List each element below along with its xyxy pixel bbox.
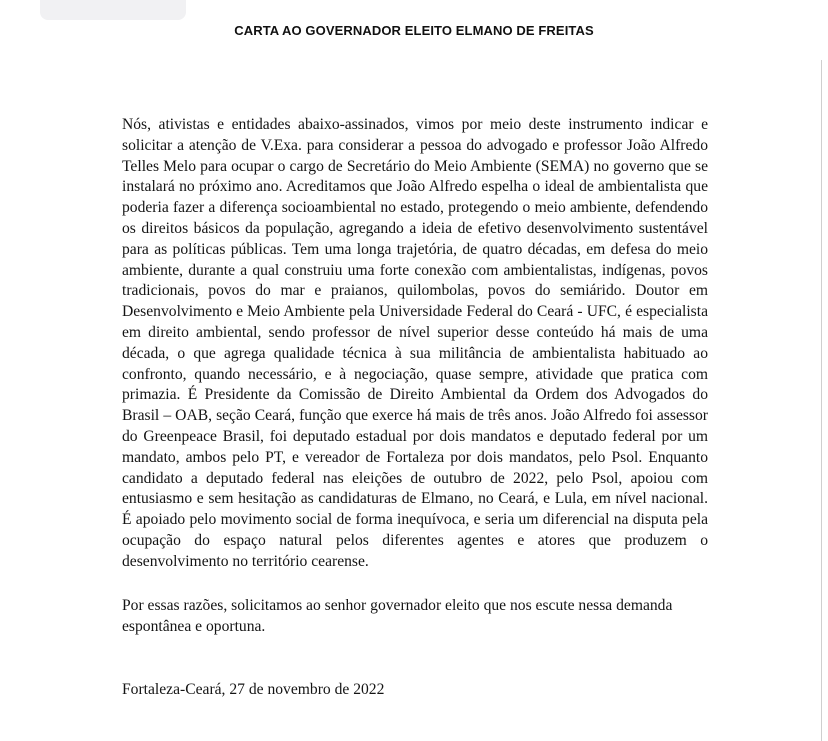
top-toolbar-fragment: [40, 0, 186, 20]
letter-body-paragraph: Nós, ativistas e entidades abaixo-assinados, vimos por meio deste instrumento indicar e solicitar a atenção de V.Exa. para considerar a pessoa do advogado e professor João Alfredo Telles Melo para ocupar o cargo de Secretário do Meio Ambiente (SEMA) no governo que se instalará no próximo ano. Acreditamos que João Alfredo espelha o ideal de ambientalista que poderia fazer a diferença socioambiental no estado, protegendo o meio ambiente, defendendo os direitos básicos da população, agregando a ideia de efetivo desenvolvimento sustentável para as políticas públicas. Tem uma longa trajetória, de quatro décadas, em defesa do meio ambiente, durante a qual construiu uma forte conexão com ambientalistas, indígenas, povos tradicionais, povos do mar e praianos, quilombolas, povos do semiárido. Doutor em Desenvolvimento e Meio Ambiente pela Universidade Federal do Ceará - UFC, é especialista em direito ambiental, sendo professor de nível superior desse conteúdo há mais de uma década, o que agrega qualidade técnica à sua militância de ambientalista habituado ao confronto, quando necessário, e à negociação, quase sempre, atividade que pratica com primazia. É Presidente da Comissão de Direito Ambiental da Ordem dos Advogados do Brasil – OAB, seção Ceará, função que exerce há mais de três anos. João Alfredo foi assessor do Greenpeace Brasil, foi deputado estadual por dois mandatos e deputado federal por um mandato, ambos pelo PT, e vereador de Fortaleza por dois mandatos, pelo Psol. Enquanto candidato a deputado federal nas eleições de outubro de 2022, pelo Psol, apoiou com entusiasmo e sem hesitação as candidaturas de Elmano, no Ceará, e Lula, em nível nacional. É apoiado pelo movimento social de forma inequívoca, e seria um diferencial na disputa pela ocupação do espaço natural pelos diferentes agentes e atores que produzem o desenvolvimento no território cearense.: [122, 116, 708, 570]
letter-title: CARTA AO GOVERNADOR ELEITO ELMANO DE FREITAS: [234, 23, 594, 38]
letter-place-date: Fortaleza-Ceará, 27 de novembro de 2022: [122, 681, 385, 698]
letter-closing-paragraph: Por essas razões, solicitamos ao senhor governador eleito que nos escute nessa demanda espontânea e oportuna.: [122, 597, 673, 635]
page-edge-divider: [821, 60, 822, 741]
